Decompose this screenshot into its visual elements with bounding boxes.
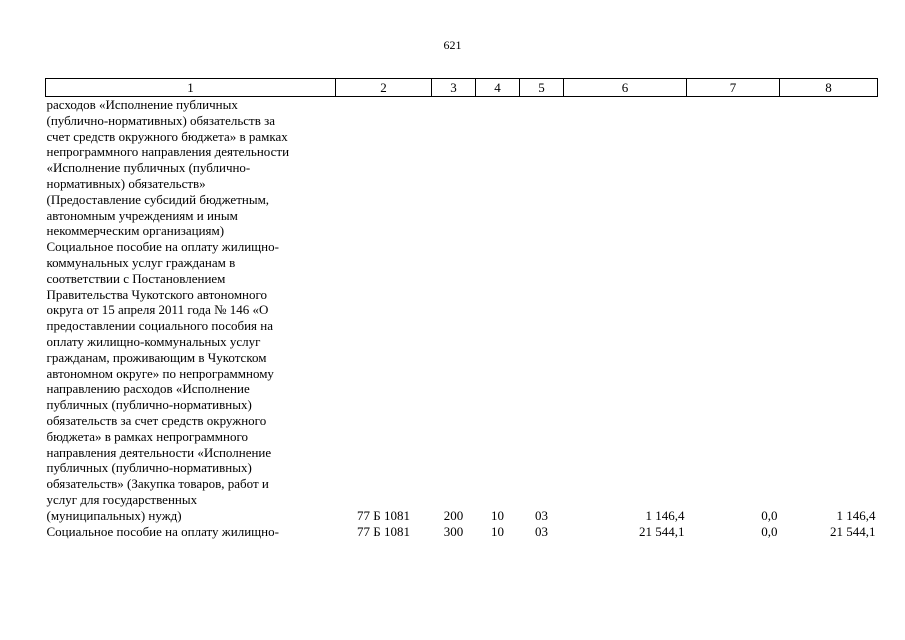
cell-pr: 03 [535,523,548,539]
header-col-1: 1 [46,79,336,97]
text-line: «Исполнение публичных (публично- [46,160,251,176]
table-row [46,239,878,523]
text-line: (публично-нормативных) обязательств за [46,112,276,128]
text-line: счет средств окружного бюджета» в рамках [46,128,288,144]
row-description [46,239,336,523]
budget-table [45,78,878,539]
text-line: Правительства Чукотского автономного [46,286,268,302]
cell-pr: 03 [535,507,548,523]
text-line: публичных (публично-нормативных) [46,460,252,476]
cell-sum-7: 0,0 [761,523,778,539]
header-col-3: 3 [432,79,476,97]
cell-rz: 10 [491,507,504,523]
text-line: (Предоставление субсидий бюджетным, [46,191,270,207]
page-number: 621 [443,38,462,52]
cell-sum-8: 21 544,1 [830,523,876,539]
header-col-4: 4 [476,79,520,97]
row-description [46,524,336,540]
text-line: бюджета» в рамках непрограммного [46,428,248,444]
text-line: обязательств» (Закупка товаров, работ и [46,476,269,492]
text-line: обязательств за счет средств окружного [46,412,267,428]
header-col-5: 5 [520,79,564,97]
text-line: направлению расходов «Исполнение [46,381,250,397]
text-line: Социальное пособие на оплату жилищно- [46,523,279,539]
cell-vr: 200 [443,507,464,523]
text-line: непрограммного направления деятельности [46,144,290,160]
text-line: Социальное пособие на оплату жилищно- [46,239,279,255]
continuation-description [46,97,336,240]
text-line: соответствии с Постановлением [46,270,226,286]
text-line: (муниципальных) нужд) [46,507,182,523]
text-line: округа от 15 апреля 2011 года № 146 «О [46,302,269,318]
header-col-7: 7 [687,79,780,97]
cell-csr: 77 Б 1081 [357,507,410,523]
header-col-6: 6 [564,79,687,97]
text-line: нормативных) обязательств» [46,175,206,191]
cell-sum-7: 0,0 [761,507,778,523]
cell-rz: 10 [491,523,504,539]
text-line: публичных (публично-нормативных) [46,397,252,413]
text-line: оплату жилищно-коммунальных услуг [46,333,261,349]
text-line: некоммерческим организациям) [46,223,225,239]
header-col-8: 8 [780,79,878,97]
text-line: услуг для государственных [46,491,198,507]
cell-csr: 77 Б 1081 [357,523,410,539]
table-row-continuation [46,97,878,240]
cell-sum-8: 1 146,4 [836,507,876,523]
text-line: предоставлении социального пособия на [46,318,273,334]
text-line: автономном округе» по непрограммному [46,365,274,381]
header-row [46,79,878,97]
table-row [46,524,878,540]
text-line: автономным учреждениям и иным [46,207,238,223]
text-line: гражданам, проживающим в Чукотском [46,349,267,365]
cell-vr: 300 [443,523,464,539]
text-line: коммунальных услуг гражданам в [46,254,236,270]
header-col-2: 2 [336,79,432,97]
text-line: расходов «Исполнение публичных [46,97,238,112]
cell-sum-6: 21 544,1 [639,523,685,539]
cell-sum-6: 1 146,4 [645,507,685,523]
text-line: направления деятельности «Исполнение [46,444,272,460]
